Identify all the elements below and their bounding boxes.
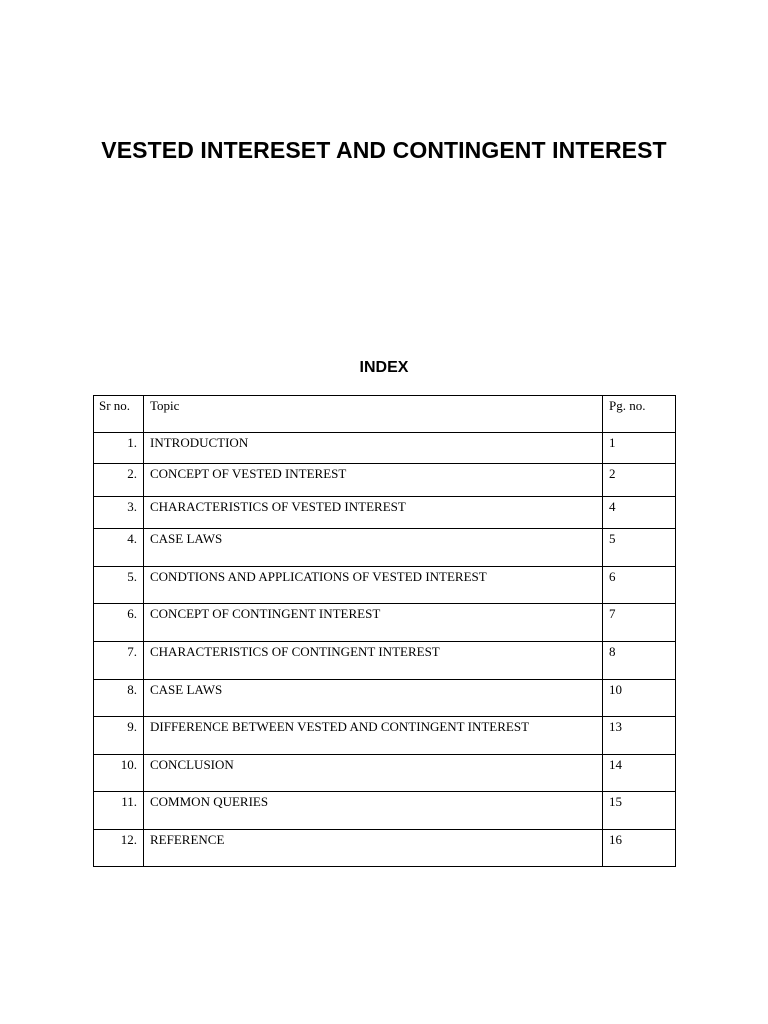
header-sr-no: Sr no. [94,396,144,433]
row-page-number: 16 [603,830,676,867]
table-row [94,604,676,642]
row-topic: CONCEPT OF VESTED INTEREST [144,464,603,497]
header-topic: Topic [144,396,603,433]
table-row [94,830,676,867]
row-topic: CHARACTERISTICS OF CONTINGENT INTEREST [144,642,603,680]
table-row [94,464,676,497]
row-sr-no: 9. [94,717,144,755]
table-header-row [94,396,676,433]
index-table-body [94,396,676,867]
row-topic: INTRODUCTION [144,433,603,464]
row-page-number: 10 [603,680,676,717]
table-row [94,642,676,680]
row-topic: COMMON QUERIES [144,792,603,830]
row-page-number: 13 [603,717,676,755]
row-page-number: 5 [603,529,676,567]
row-topic: CONDTIONS AND APPLICATIONS OF VESTED INTEREST [144,567,603,604]
row-sr-no: 11. [94,792,144,830]
table-row [94,567,676,604]
row-page-number: 4 [603,497,676,529]
row-sr-no: 5. [94,567,144,604]
row-sr-no: 8. [94,680,144,717]
row-sr-no: 1. [94,433,144,464]
row-sr-no: 7. [94,642,144,680]
index-table [93,395,676,867]
table-row [94,433,676,464]
document-title: VESTED INTERESET AND CONTINGENT INTEREST [101,137,667,163]
table-row [94,529,676,567]
row-page-number: 8 [603,642,676,680]
table-row [94,497,676,529]
row-topic: REFERENCE [144,830,603,867]
row-topic: CHARACTERISTICS OF VESTED INTEREST [144,497,603,529]
table-row [94,792,676,830]
row-topic: CONCEPT OF CONTINGENT INTEREST [144,604,603,642]
row-page-number: 7 [603,604,676,642]
table-row [94,755,676,792]
table-row [94,680,676,717]
row-page-number: 6 [603,567,676,604]
row-page-number: 14 [603,755,676,792]
row-topic: CONCLUSION [144,755,603,792]
row-sr-no: 3. [94,497,144,529]
row-page-number: 1 [603,433,676,464]
row-topic: DIFFERENCE BETWEEN VESTED AND CONTINGENT INTEREST [144,717,603,755]
row-sr-no: 6. [94,604,144,642]
index-heading: INDEX [359,359,409,376]
row-page-number: 15 [603,792,676,830]
row-topic: CASE LAWS [144,529,603,567]
row-sr-no: 2. [94,464,144,497]
row-sr-no: 4. [94,529,144,567]
row-topic: CASE LAWS [144,680,603,717]
row-page-number: 2 [603,464,676,497]
row-sr-no: 12. [94,830,144,867]
table-row [94,717,676,755]
header-pg-no: Pg. no. [603,396,676,433]
row-sr-no: 10. [94,755,144,792]
